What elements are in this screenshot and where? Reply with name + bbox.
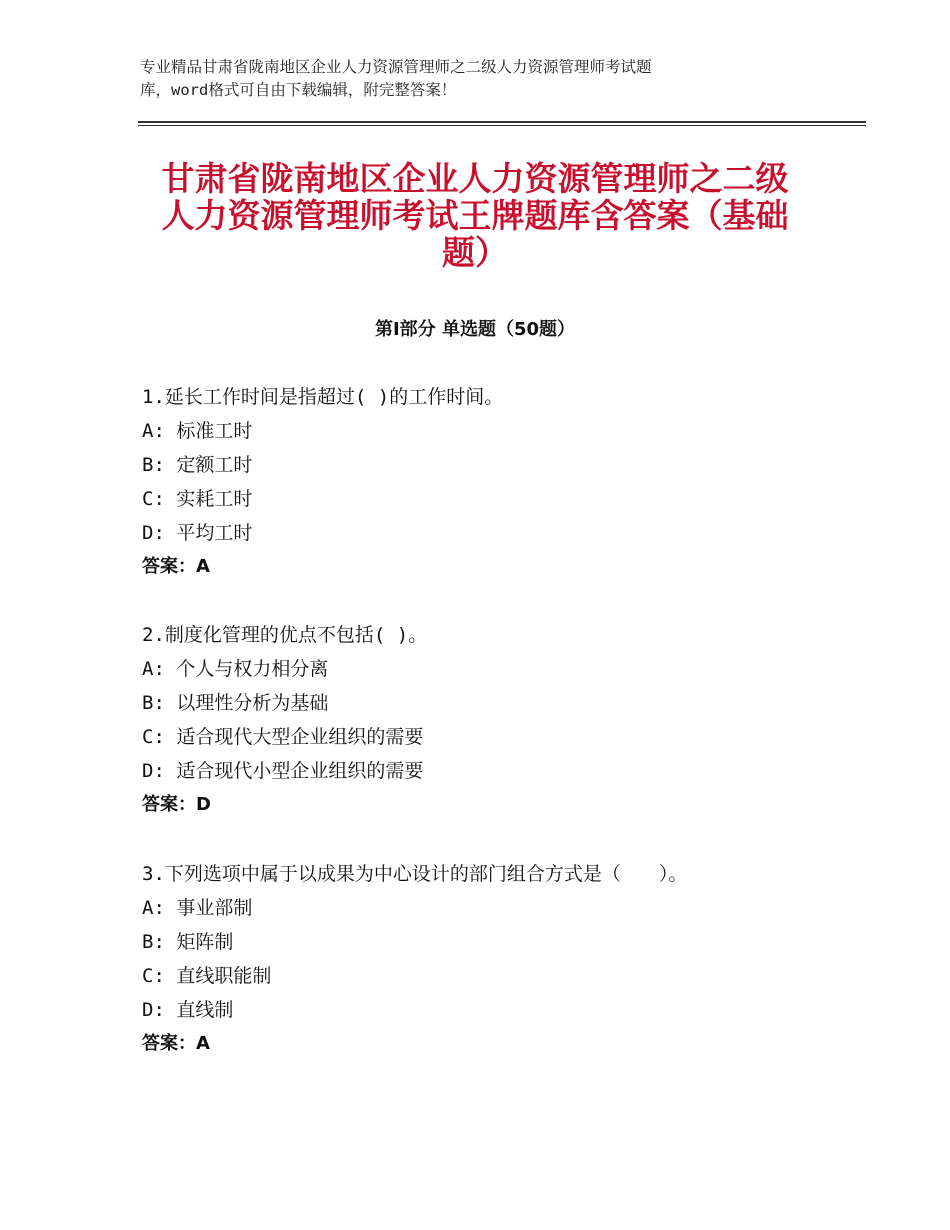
- header-divider-thick: [138, 121, 866, 123]
- option-c: C: 适合现代大型企业组织的需要: [142, 726, 424, 748]
- header-note: [140, 56, 820, 102]
- document-title: [120, 160, 830, 271]
- option-a: A: 个人与权力相分离: [142, 658, 329, 680]
- question-3: [142, 857, 687, 1061]
- answer: 答案：A: [142, 556, 210, 577]
- header-note-line-2: 库，word格式可自由下载编辑，附完整答案！: [140, 81, 457, 99]
- question-stem: 2.制度化管理的优点不包括( )。: [142, 624, 428, 646]
- answer: 答案：A: [142, 1033, 210, 1054]
- option-a: A: 标准工时: [142, 420, 253, 442]
- option-c: C: 实耗工时: [142, 488, 253, 510]
- option-d: D: 适合现代小型企业组织的需要: [142, 760, 424, 782]
- title-line-3: 题）: [442, 233, 508, 272]
- option-b: B: 以理性分析为基础: [142, 692, 329, 714]
- header-note-line-1: 专业精品甘肃省陇南地区企业人力资源管理师之二级人力资源管理师考试题: [140, 58, 652, 76]
- section-title: 第Ⅰ部分 单选题（50题）: [374, 319, 575, 340]
- option-b: B: 定额工时: [142, 454, 253, 476]
- answer: 答案：D: [142, 794, 211, 815]
- title-line-2: 人力资源管理师考试王牌题库含答案（基础: [161, 196, 789, 235]
- header-divider-thin: [138, 125, 866, 126]
- option-c: C: 直线职能制: [142, 965, 272, 987]
- question-1: [142, 380, 503, 584]
- option-b: B: 矩阵制: [142, 931, 234, 953]
- title-line-1: 甘肃省陇南地区企业人力资源管理师之二级: [161, 159, 789, 198]
- option-d: D: 平均工时: [142, 522, 253, 544]
- question-stem: 1.延长工作时间是指超过( )的工作时间。: [142, 386, 504, 408]
- question-stem: 3.下列选项中属于以成果为中心设计的部门组合方式是（ ）。: [142, 863, 688, 885]
- question-2: [142, 618, 427, 822]
- option-a: A: 事业部制: [142, 897, 253, 919]
- option-d: D: 直线制: [142, 999, 234, 1021]
